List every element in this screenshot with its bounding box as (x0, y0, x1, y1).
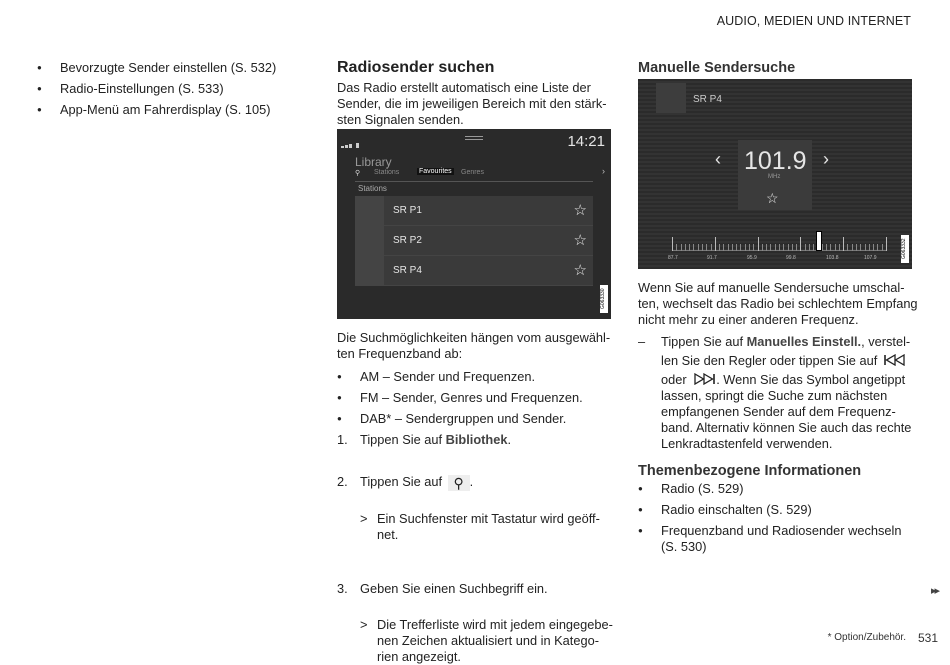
related-links-list (37, 60, 297, 118)
band-list (337, 369, 617, 427)
minor-tick (835, 244, 836, 251)
list-item[interactable]: ● Frequenzband und Radiosender wechseln (S. 530) (638, 523, 921, 555)
minor-tick (779, 244, 780, 251)
list-item[interactable]: ● Radio einschalten (S. 529) (638, 502, 918, 518)
tab-favourites[interactable]: Favourites (419, 168, 452, 175)
minor-tick (723, 244, 724, 251)
station-name: SR P1 (393, 205, 422, 216)
list-item[interactable]: ● Radio (S. 529) (638, 481, 918, 497)
station-logo (355, 226, 384, 255)
major-tick (672, 237, 673, 251)
minor-tick (826, 244, 827, 251)
minor-tick (753, 244, 754, 251)
station-logo (355, 196, 384, 225)
manual-tuning-screenshot: SR P4 ‹ › 101.9 MHz ☆ 87.7 91.7 95.9 99.8 103.8 107.9 G063332 (638, 79, 912, 269)
station-logo (656, 83, 686, 113)
minor-tick (792, 244, 793, 251)
next-page-icon[interactable]: ▸▸ (930, 585, 938, 597)
favourite-star-icon[interactable]: ☆ (573, 202, 587, 219)
major-tick (800, 237, 801, 251)
step-3-result: > Die Trefferliste wird mit jedem eingegebe- nen Zeichen aktualisiert und in Katego- rien angezeigt. (360, 616, 613, 664)
list-item[interactable]: ● Radio-Einstellungen (S. 533) (37, 81, 297, 97)
minor-tick (783, 244, 784, 251)
minor-tick (775, 244, 776, 251)
minor-tick (856, 244, 857, 251)
tuning-slider-handle[interactable] (816, 231, 822, 251)
tune-down-chevron-icon[interactable]: ‹ (715, 149, 721, 169)
manual-setting-label: Manuelles Einstell. (746, 334, 862, 349)
tab-stations[interactable]: Stations (374, 169, 400, 176)
radio-library-screenshot (337, 129, 611, 319)
library-label: Bibliothek (445, 432, 508, 447)
minor-tick (860, 244, 861, 251)
step-3: 3. Geben Sie einen Suchbegriff ein. (337, 580, 548, 596)
minor-tick (865, 244, 866, 251)
station-name: SR P4 (693, 94, 722, 105)
page-number: 531 (917, 631, 938, 645)
minor-tick (762, 244, 763, 251)
minor-tick (809, 244, 810, 251)
minor-tick (736, 244, 737, 251)
step-2-result: > Ein Suchfenster mit Tastatur wird geöff- net. (360, 510, 600, 542)
minor-tick (749, 244, 750, 251)
minor-tick (728, 244, 729, 251)
related-info-title: Themenbezogene Informationen (638, 463, 862, 479)
minor-tick (805, 244, 806, 251)
menu-handle-icon (465, 136, 483, 137)
skip-back-icon (884, 354, 906, 366)
station-row[interactable] (355, 196, 593, 226)
figure-code: G063330 (600, 285, 608, 313)
minor-tick (869, 244, 870, 251)
minor-tick (698, 244, 699, 251)
minor-tick (882, 244, 883, 251)
related-info-list (638, 481, 918, 555)
minor-tick (745, 244, 746, 251)
library-title: Library (355, 155, 392, 169)
intro-paragraph: Das Radio erstellt automatisch eine Liste der Sender, die im jeweiligen Bereich mit den stärk- sten Signalen senden. (337, 80, 607, 127)
stations-heading: Stations (358, 184, 387, 193)
manual-search-paragraph: Wenn Sie auf manuelle Sendersuche umschal- ten, wechselt das Radio bei schlechtem Empfang nicht mehr zu einer anderen Frequenz. (638, 280, 918, 327)
station-row[interactable] (355, 226, 593, 256)
minor-tick (877, 244, 878, 251)
chevron-right-icon[interactable]: › (602, 166, 605, 176)
major-tick (715, 237, 716, 251)
manual-search-title: Manuelle Sendersuche (638, 60, 796, 76)
favourite-star-icon[interactable]: ☆ (766, 190, 779, 206)
major-tick (843, 237, 844, 251)
favourite-star-icon[interactable]: ☆ (573, 232, 587, 249)
minor-tick (766, 244, 767, 251)
minor-tick (796, 244, 797, 251)
minor-tick (839, 244, 840, 251)
major-tick (758, 237, 759, 251)
list-item: ● FM – Sender, Genres und Frequenzen. (337, 390, 617, 406)
station-row[interactable] (355, 256, 593, 286)
list-item[interactable]: ● App-Menü am Fahrerdisplay (S. 105) (37, 102, 297, 118)
step-2: 2. Tippen Sie auf ⚲ . (337, 474, 474, 491)
frequency-unit: MHz (768, 174, 781, 180)
tab-genres[interactable]: Genres (461, 169, 484, 176)
status-icons (341, 135, 371, 141)
minor-tick (719, 244, 720, 251)
manual-step: – Tippen Sie auf Manuelles Einstell., verstel- len Sie den Regler oder tippen Sie auf oder . Wenn Sie das Symbol angetippt lassen, springt die Suche zum nächsten empfangenen Sender auf dem Frequenz- band. Alternativ können Sie auch das rechte Lenkradtastenfeld verwenden. (638, 334, 912, 451)
minor-tick (770, 244, 771, 251)
minor-tick (852, 244, 853, 251)
search-paragraph: Die Suchmöglichkeiten hängen vom ausgewähl- ten Frequenzband ab: (337, 330, 611, 361)
minor-tick (847, 244, 848, 251)
favourite-star-icon[interactable]: ☆ (573, 262, 587, 279)
station-name: SR P2 (393, 235, 422, 246)
frequency-value: 101.9 (744, 147, 807, 175)
minor-tick (830, 244, 831, 251)
figure-code: G063332 (901, 235, 909, 263)
frequency-scale[interactable] (672, 235, 886, 251)
major-tick (886, 237, 887, 251)
minor-tick (732, 244, 733, 251)
minor-tick (689, 244, 690, 251)
station-name: SR P4 (393, 265, 422, 276)
minor-tick (873, 244, 874, 251)
minor-tick (706, 244, 707, 251)
footnote: * Option/Zubehör. (827, 632, 906, 643)
minor-tick (740, 244, 741, 251)
minor-tick (693, 244, 694, 251)
list-item: ● AM – Sender und Frequenzen. (337, 369, 617, 385)
tune-up-chevron-icon[interactable]: › (823, 149, 829, 169)
minor-tick (702, 244, 703, 251)
minor-tick (685, 244, 686, 251)
minor-tick (676, 244, 677, 251)
list-item[interactable]: ● Bevorzugte Sender einstellen (S. 532) (37, 60, 297, 76)
section-header: AUDIO, MEDIEN UND INTERNET (716, 14, 911, 28)
section-title: Radiosender suchen (337, 59, 495, 76)
skip-forward-icon (693, 373, 715, 385)
clock: 14:21 (567, 133, 605, 150)
minor-tick (681, 244, 682, 251)
station-logo (355, 256, 384, 285)
search-icon[interactable]: ⚲ (355, 170, 361, 177)
minor-tick (711, 244, 712, 251)
minor-tick (788, 244, 789, 251)
search-icon: ⚲ (448, 475, 470, 491)
list-item: ● DAB* – Sendergruppen und Sender. (337, 411, 617, 427)
minor-tick (813, 244, 814, 251)
step-1: 1. Tippen Sie auf Bibliothek. (337, 432, 512, 447)
